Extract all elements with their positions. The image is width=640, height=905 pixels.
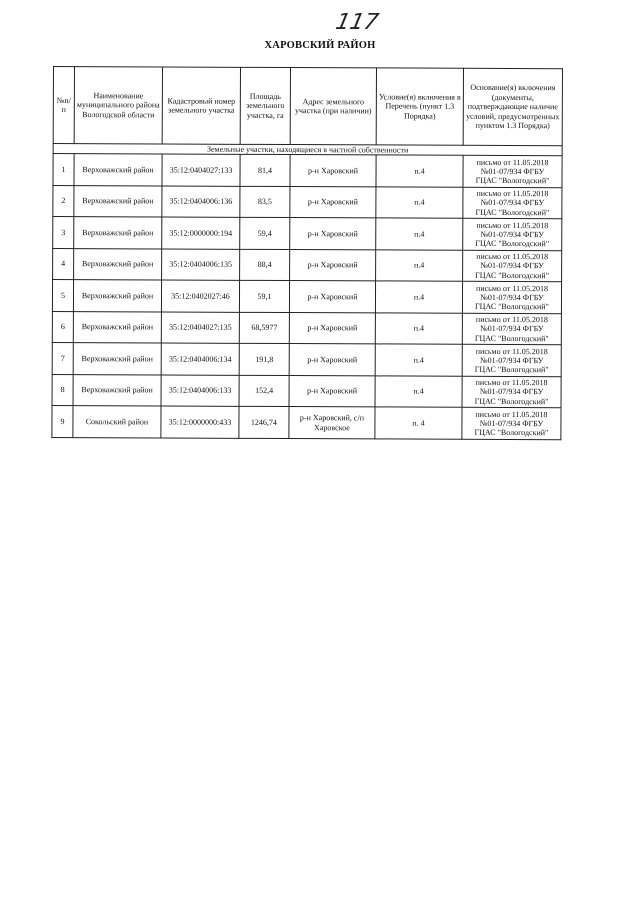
basis-line: ГЦАС "Вологодский" xyxy=(474,428,549,438)
basis-line: №01-07/934 ФГБУ xyxy=(479,387,544,397)
table-row xyxy=(53,154,562,188)
cell-address: р-н Харовский xyxy=(289,312,375,344)
cell-cadastral: 35:12:0402027:46 xyxy=(161,280,239,312)
cell-basis xyxy=(462,376,561,408)
cell-number: 8 xyxy=(52,374,73,406)
header-condition: Условие(я) включения в Перечень (пункт 1.3 Порядка) xyxy=(376,68,463,145)
table-row xyxy=(53,248,562,282)
page-title: ХАРОВСКИЙ РАЙОН xyxy=(264,40,376,51)
table-row xyxy=(52,280,561,314)
cell-number: 5 xyxy=(52,280,73,312)
cell-number: 2 xyxy=(53,185,74,217)
basis-line: №01-07/934 ФГБУ xyxy=(480,292,544,303)
cell-district: Сокольский район xyxy=(73,406,161,438)
cell-cadastral: 35:12:0404027:135 xyxy=(161,312,239,344)
cell-basis xyxy=(462,313,561,345)
header-area: Площадь земельного участка, га xyxy=(240,67,290,144)
cell-number: 1 xyxy=(53,154,74,186)
basis-line: №01-07/934 ФГБУ xyxy=(480,198,545,208)
cell-district: Верховажский район xyxy=(73,375,161,407)
table-header-row xyxy=(53,67,562,146)
basis-line: ГЦАС "Вологодский" xyxy=(474,333,549,344)
cell-condition: п.4 xyxy=(376,187,463,219)
cell-condition: п.4 xyxy=(375,376,462,408)
header-district: Наименование муниципального района Вологодской области xyxy=(74,67,162,144)
cell-address: р-н Харовский xyxy=(290,218,376,250)
cell-basis xyxy=(463,219,562,251)
cell-condition: п.4 xyxy=(376,218,463,250)
cell-basis xyxy=(462,282,561,314)
cell-condition: п.4 xyxy=(375,281,462,313)
cell-address: р-н Харовский xyxy=(289,375,375,407)
cell-cadastral: 35:12:0000000:194 xyxy=(162,217,240,249)
cell-cadastral: 35:12:0404006:135 xyxy=(162,249,240,281)
cell-condition: п.4 xyxy=(375,313,462,345)
basis-line: письмо от 11.05.2018 xyxy=(476,251,549,262)
basis-line: письмо от 11.05.2018 xyxy=(475,346,548,356)
cell-number: 4 xyxy=(53,248,74,280)
cell-address: р-н Харовский xyxy=(289,344,375,376)
section-label: Земельные участки, находящиеся в частной собственности xyxy=(53,144,562,157)
cell-condition: п.4 xyxy=(375,344,462,376)
cell-district: Верховажский район xyxy=(73,312,161,344)
cell-area: 191,8 xyxy=(239,344,289,376)
basis-line: ГЦАС "Вологодский" xyxy=(475,207,550,218)
cell-district: Верховажский район xyxy=(73,280,161,312)
cell-cadastral: 35:12:0000000:433 xyxy=(161,406,239,438)
cell-district: Верховажский район xyxy=(74,217,162,249)
cell-district: Верховажский район xyxy=(74,154,162,186)
cell-number: 9 xyxy=(52,406,73,438)
cell-cadastral: 35:12:0404027:133 xyxy=(162,154,240,186)
basis-line: ГЦАС "Вологодский" xyxy=(474,396,549,407)
header-number: №п/п xyxy=(53,67,74,144)
cell-condition: п. 4 xyxy=(375,407,462,439)
basis-line: №01-07/934 ФГБУ xyxy=(480,229,545,240)
basis-line: письмо от 11.05.2018 xyxy=(476,220,549,230)
basis-line: письмо от 11.05.2018 xyxy=(476,283,549,293)
cell-address: р-н Харовский, с/п Харовское xyxy=(289,407,375,439)
table-row xyxy=(52,374,561,408)
cell-cadastral: 35:12:0404006:133 xyxy=(161,375,239,407)
basis-line: №01-07/934 ФГБУ xyxy=(479,355,544,366)
cell-area: 88,4 xyxy=(240,249,290,281)
basis-line: письмо от 11.05.2018 xyxy=(475,377,548,388)
cell-number: 6 xyxy=(52,311,73,343)
table-row xyxy=(52,311,561,345)
cell-basis xyxy=(463,250,562,282)
basis-line: ГЦАС "Вологодский" xyxy=(475,302,549,312)
cell-area: 152,4 xyxy=(239,375,289,407)
cell-area: 81,4 xyxy=(240,155,290,187)
cell-area: 68,5977 xyxy=(239,312,289,344)
basis-line: №01-07/934 ФГБУ xyxy=(479,418,544,429)
basis-line: №01-07/934 ФГБУ xyxy=(480,261,544,271)
basis-line: ГЦАС "Вологодский" xyxy=(475,176,550,186)
basis-line: письмо от 11.05.2018 xyxy=(476,157,549,167)
cell-basis xyxy=(463,156,562,188)
cell-area: 83,5 xyxy=(240,186,290,218)
basis-line: письмо от 11.05.2018 xyxy=(476,188,549,199)
cell-condition: п.4 xyxy=(376,250,463,282)
cell-district: Верховажский район xyxy=(74,186,162,218)
cell-address: р-н Харовский xyxy=(290,249,376,281)
basis-line: ГЦАС "Вологодский" xyxy=(475,239,550,249)
header-basis: Основание(я) включения (документы, подтверждающие наличие условий, предусмотренных пунктом 1.3 Порядка) xyxy=(463,68,562,145)
table-row xyxy=(52,343,561,377)
cell-cadastral: 35:12:0404006:136 xyxy=(162,186,240,218)
header-cadastral: Кадастровый номер земельного участка xyxy=(162,67,240,144)
cell-district: Верховажский район xyxy=(73,343,161,375)
table-row xyxy=(53,185,562,219)
cell-address: р-н Харовский xyxy=(289,281,375,313)
basis-line: №01-07/934 ФГБУ xyxy=(480,324,544,334)
cell-basis xyxy=(462,345,561,377)
header-address: Адрес земельного участка (при наличии) xyxy=(290,68,376,145)
cell-cadastral: 35:12:0404006:134 xyxy=(161,343,239,375)
basis-line: ГЦАС "Вологодский" xyxy=(474,365,549,375)
basis-line: №01-07/934 ФГБУ xyxy=(480,166,545,177)
basis-line: ГЦАС "Вологодский" xyxy=(475,270,550,281)
page-number: 117 xyxy=(333,10,381,35)
cell-area: 59,4 xyxy=(240,218,290,250)
cell-address: р-н Харовский xyxy=(290,155,376,187)
cell-area: 59,1 xyxy=(239,281,289,313)
table-row xyxy=(53,217,562,251)
cell-address: р-н Харовский xyxy=(290,186,376,218)
cell-number: 3 xyxy=(53,217,74,249)
cell-condition: п.4 xyxy=(376,155,463,187)
table-body xyxy=(52,144,562,440)
cell-district: Верховажский район xyxy=(74,249,162,281)
cell-basis xyxy=(462,408,561,440)
cell-area: 1246,74 xyxy=(239,407,289,439)
cell-number: 7 xyxy=(52,343,73,375)
basis-line: письмо от 11.05.2018 xyxy=(475,409,548,419)
land-plots-table xyxy=(51,66,563,440)
table-row xyxy=(52,406,561,440)
cell-basis xyxy=(463,187,562,219)
basis-line: письмо от 11.05.2018 xyxy=(475,314,548,325)
